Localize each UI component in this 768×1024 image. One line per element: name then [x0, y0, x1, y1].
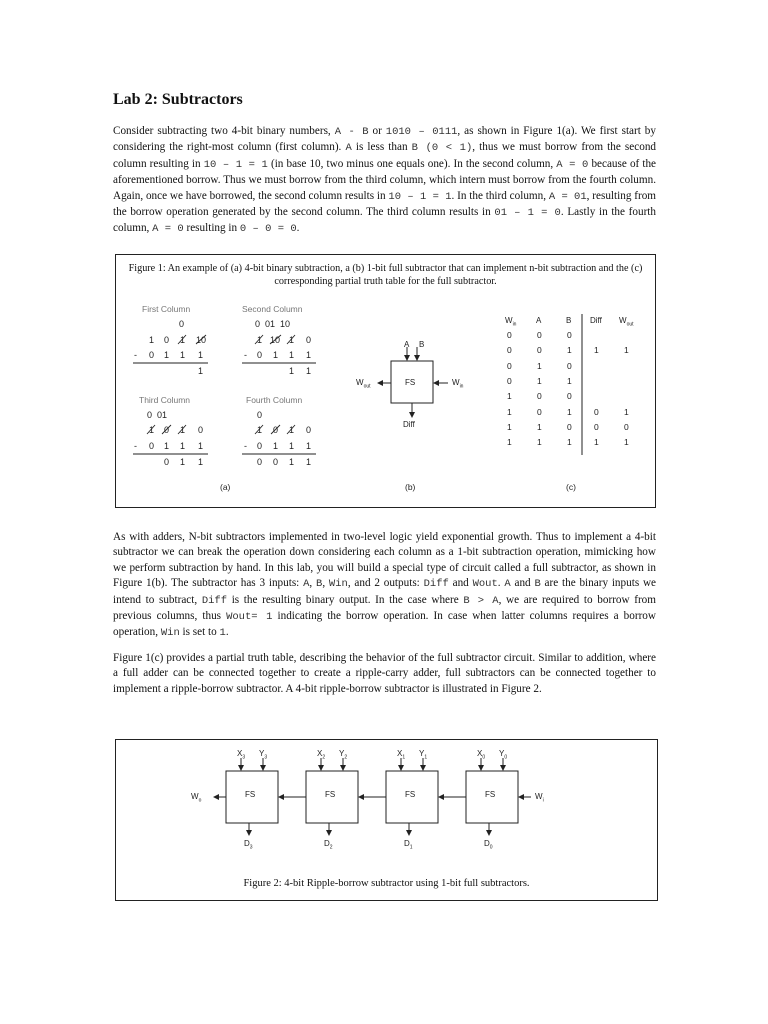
fs-wout-label: $W_{out}$: [356, 378, 371, 390]
digit: 1: [306, 457, 312, 467]
digit: 1: [273, 350, 279, 360]
digit: 1: [149, 335, 155, 345]
part-c-label: (c): [566, 482, 576, 492]
figure-1-caption: Figure 1: An example of (a) 4-bit binary subtraction, a (b) 1-bit full subtractor that can implement n-bit subtraction and the (c) corresponding partial truth table for the full subtractor.: [128, 263, 643, 287]
a-cell: 1: [537, 360, 542, 371]
a-cell: 0: [537, 330, 542, 340]
a-cell: 1: [537, 375, 542, 386]
digit-struck: 1: [289, 335, 295, 345]
win-cell: 1: [507, 421, 512, 432]
digit: 1: [198, 350, 204, 360]
d-output-label: $D_0$: [484, 839, 493, 851]
fs-block-label: FS: [245, 790, 256, 799]
borrow-in-label: $W_i$: [535, 792, 544, 804]
diff-cell: 1: [594, 437, 599, 448]
a-cell: 0: [537, 406, 542, 417]
b-cell: 1: [567, 406, 572, 417]
win-cell: 1: [507, 406, 512, 417]
second-column-borrow: 0 01 10: [255, 319, 291, 329]
b-cell: 0: [567, 421, 572, 432]
digit: 0: [149, 441, 155, 451]
digit-struck: 0: [273, 425, 279, 435]
a-cell: 1: [537, 437, 542, 448]
header-diff: Diff: [590, 316, 602, 325]
digit: 1: [164, 350, 170, 360]
part-b-label: (b): [405, 482, 416, 492]
digit-struck: 1: [149, 425, 155, 435]
fs-win-label: $W_{in}$: [452, 378, 464, 390]
d-output-label: $D_3$: [244, 839, 253, 851]
win-cell: 0: [507, 360, 512, 371]
fs-block-label: FS: [485, 790, 496, 799]
page-title: Lab 2: Subtractors: [113, 91, 243, 108]
digit: 0: [164, 457, 170, 467]
digit: 0: [164, 335, 170, 345]
minus-sign: -: [134, 441, 137, 451]
digit: 1: [306, 350, 312, 360]
fs-input-b-label: B: [419, 340, 425, 349]
digit: 0: [306, 335, 312, 345]
digit: 1: [180, 441, 186, 451]
digit: 1: [273, 441, 279, 451]
intro-paragraph: Consider subtracting two 4-bit binary numbers, A - B or 1010 – 0111, as shown in Figure 1(a). We first start by considering the right-most column (first column). A is less than B (0 < 1), thus we must borrow from the second column resulting in 10 – 1 = 1 (in base 10, two minus one equals one). In the second column, A = 0 because of the aforementioned borrow. Thus we must borrow from the third column, which intern must borrow from the fourth column. Again, once we have borrowed, the second column results in 10 – 1 = 1. In the third column, A = 01, resulting from the borrow operation generated by the second column. The third column results in 01 – 1 = 0. Lastly in the fourth column, A = 0 resulting in 0 – 0 = 0.: [113, 125, 657, 236]
borrow-out-label: $W_o$: [191, 792, 202, 804]
y-input-label: $Y_3$: [259, 749, 268, 761]
fs-input-a-label: A: [404, 340, 410, 349]
a-cell: 0: [537, 391, 542, 402]
x-input-label: $X_2$: [317, 749, 326, 761]
win-cell: 0: [507, 345, 512, 356]
fourth-column-borrow: 0: [257, 410, 263, 420]
minus-sign: -: [134, 350, 137, 360]
minus-sign: -: [244, 441, 247, 451]
diff-cell: 1: [594, 345, 599, 356]
wout-cell: 1: [624, 345, 629, 356]
x-input-label: $X_3$: [237, 749, 246, 761]
fs-block-label: FS: [405, 790, 416, 799]
truth-table-divider: [116, 255, 655, 507]
digit: 1: [164, 441, 170, 451]
b-cell: 0: [567, 391, 572, 402]
second-column-heading: Second Column: [242, 304, 303, 314]
body-paragraph-2: As with adders, N-bit subtractors implemented in two-level logic yield exponential growth. Thus to implement a 4-bit subtractor we can break the operation down considering each column as a 1-bit subtraction operation, mimicking how we perform subtraction by hand. In this lab, you will build a special type of circuit called a full subtractor, as shown in Figure 1(b). The subtractor has 3 inputs: A, B, Win, and 2 outputs: Diff and Wout. A and B are the binary inputs we intend to subtract, Diff is the resulting binary output. In the case where B > A, we are required to borrow from previous columns, thus Wout= 1 indicating the borrow operation. In case when latter columns requires a borrow operation, Win is set to 1.: [113, 531, 657, 640]
y-input-label: $Y_1$: [419, 749, 428, 761]
digit: 1: [289, 457, 295, 467]
fs-diff-label: Diff: [403, 420, 415, 429]
digit: 0: [306, 425, 312, 435]
b-cell: 1: [567, 437, 572, 448]
a-cell: 1: [537, 421, 542, 432]
digit-struck: 1: [180, 335, 186, 345]
b-cell: 0: [567, 360, 572, 371]
win-cell: 1: [507, 391, 512, 402]
fs-block-label: FS: [325, 790, 336, 799]
digit: 1: [198, 441, 204, 451]
wout-cell: 1: [624, 406, 629, 417]
x-input-label: $X_0$: [477, 749, 486, 761]
b-cell: 1: [567, 375, 572, 386]
digit: 1: [198, 457, 204, 467]
first-column-borrow: 0: [179, 319, 185, 329]
minus-sign: -: [244, 350, 247, 360]
header-a: A: [536, 316, 542, 325]
win-cell: 0: [507, 330, 512, 340]
figure-1: [115, 254, 656, 508]
y-input-label: $Y_2$: [339, 749, 348, 761]
fs-block-label: FS: [405, 378, 416, 387]
digit: 1: [289, 366, 295, 376]
wout-cell: 0: [624, 421, 629, 432]
header-b: B: [566, 316, 572, 325]
b-cell: 1: [567, 345, 572, 356]
fourth-column-heading: Fourth Column: [246, 395, 303, 405]
digit-struck: 10: [270, 335, 281, 345]
win-cell: 1: [507, 437, 512, 448]
wout-cell: 1: [624, 437, 629, 448]
digit: 1: [306, 441, 312, 451]
digit: 1: [180, 457, 186, 467]
third-column-heading: Third Column: [139, 395, 191, 405]
header-wout: $W_{out}$: [619, 316, 634, 328]
first-column-heading: First Column: [142, 304, 191, 314]
win-cell: 0: [507, 375, 512, 386]
x-input-label: $X_1$: [397, 749, 406, 761]
b-cell: 0: [567, 330, 572, 340]
first-column-result: 1: [198, 366, 204, 376]
header-win: $W_{in}$: [505, 316, 517, 328]
body-paragraph-3: Figure 1(c) provides a partial truth table, describing the behavior of the full subtractor circuit. Similar to addition, where a full adder can be connected together to create a ripple-carry adder, full subtractors can be connected together to implement a ripple-borrow subtractor. A 4-bit ripple-borrow subtractor is illustrated in Figure 2.: [113, 652, 656, 695]
digit: 1: [289, 441, 295, 451]
part-a-label: (a): [220, 482, 231, 492]
d-output-label: $D_2$: [324, 839, 333, 851]
y-input-label: $Y_0$: [499, 749, 508, 761]
diff-cell: 0: [594, 421, 599, 432]
digit-struck: 0: [164, 425, 170, 435]
digit-struck: 1: [257, 425, 263, 435]
digit: 1: [289, 350, 295, 360]
digit: 0: [257, 350, 263, 360]
digit: 0: [198, 425, 204, 435]
digit: 0: [257, 457, 263, 467]
ripple-borrow-lines: [116, 740, 657, 900]
diff-cell: 0: [594, 406, 599, 417]
figure-2: [115, 739, 658, 901]
digit: 0: [149, 350, 155, 360]
third-column-borrow: 0 01: [147, 410, 168, 420]
digit: 10: [196, 335, 207, 345]
digit: 0: [273, 457, 279, 467]
d-output-label: $D_1$: [404, 839, 413, 851]
figure-2-caption: Figure 2: 4-bit Ripple-borrow subtractor using 1-bit full subtractors.: [243, 878, 530, 889]
digit-struck: 1: [180, 425, 186, 435]
a-cell: 0: [537, 345, 542, 356]
digit: 1: [180, 350, 186, 360]
digit: 1: [306, 366, 312, 376]
digit-struck: 1: [257, 335, 263, 345]
digit-struck: 1: [289, 425, 295, 435]
digit: 0: [257, 441, 263, 451]
